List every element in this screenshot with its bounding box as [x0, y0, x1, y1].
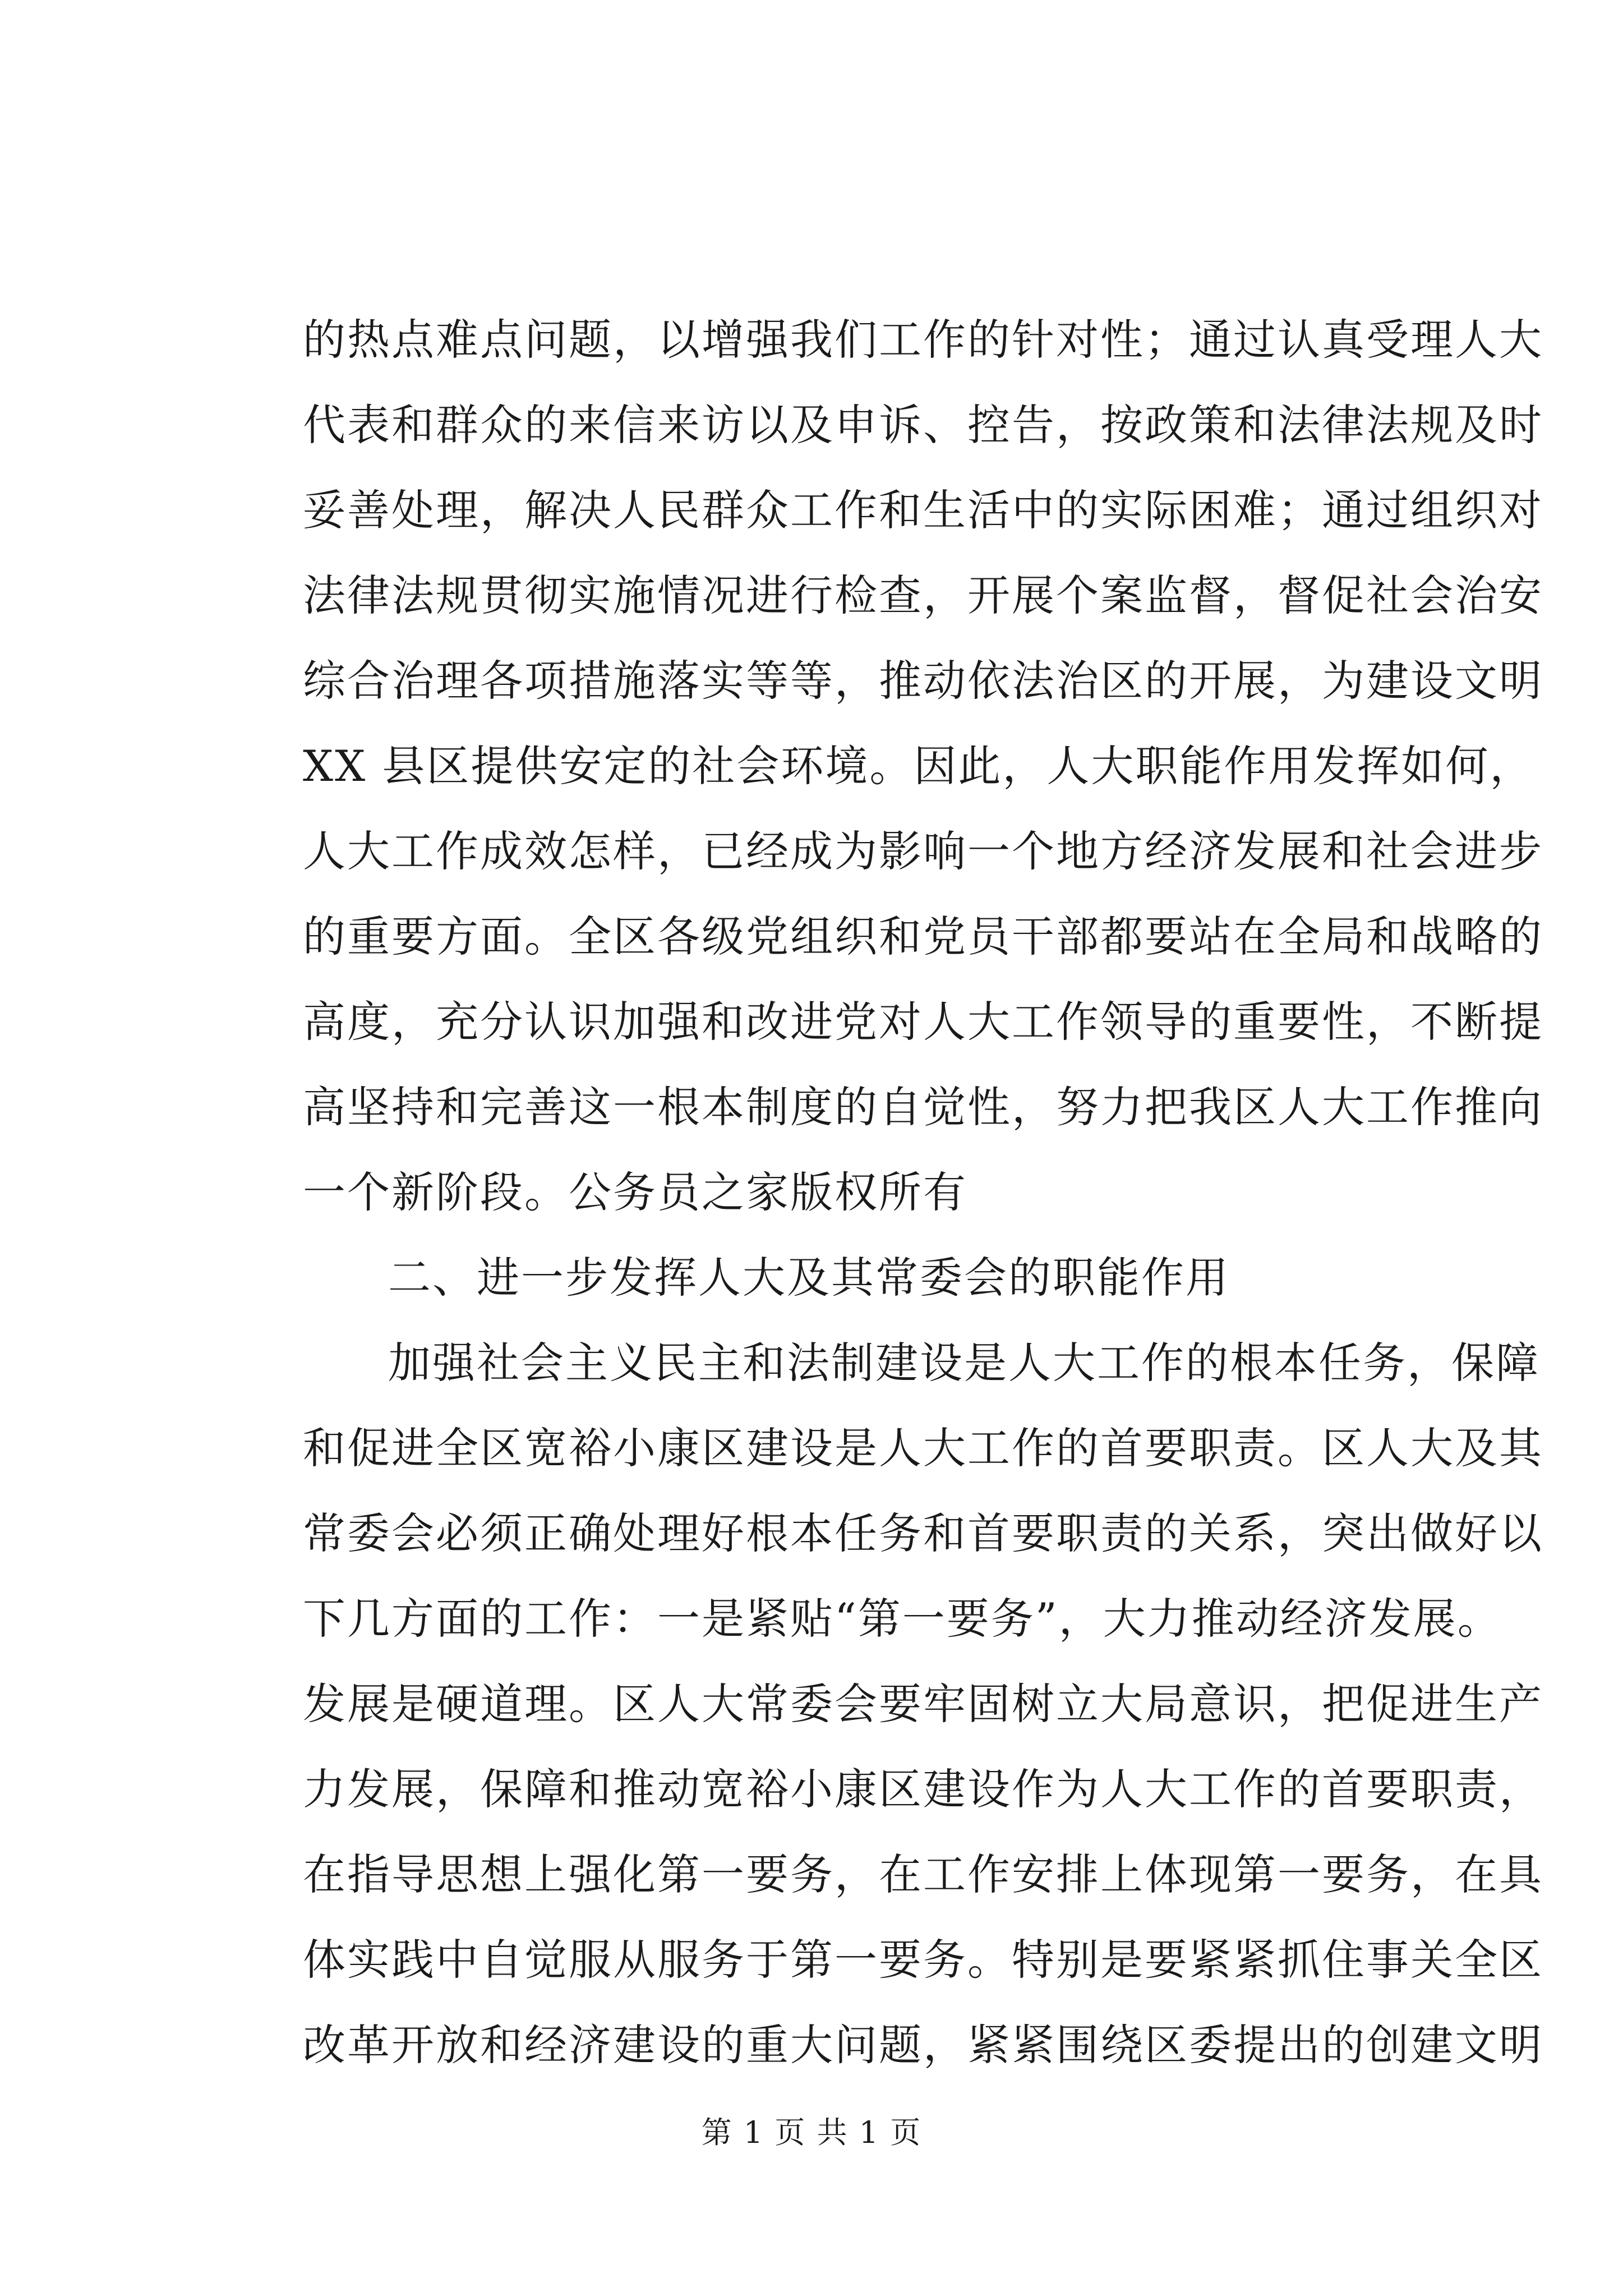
text-line: 妥善处理，解决人民群众工作和生活中的实际困难；通过组织对	[303, 485, 1543, 535]
text-line: 一个新阶段。公务员之家版权所有	[303, 1167, 967, 1217]
document-body	[303, 297, 1543, 2088]
text-line: 常委会必须正确处理好根本任务和首要职责的关系，突出做好以	[303, 1508, 1543, 1558]
text-line: 的重要方面。全区各级党组织和党员干部都要站在全局和战略的	[303, 912, 1543, 961]
section-heading: 二、进一步发挥人大及其常委会的职能作用	[388, 1253, 1230, 1303]
text-line: 高坚持和完善这一根本制度的自觉性，努力把我区人大工作推向	[303, 1082, 1543, 1132]
text-line: 高度，充分认识加强和改进党对人大工作领导的重要性，不断提	[303, 997, 1543, 1047]
text-line: 综合治理各项措施落实等等，推动依法治区的开展，为建设文明	[303, 656, 1543, 706]
text-line: 法律法规贯彻实施情况进行检查，开展个案监督，督促社会治安	[303, 570, 1543, 620]
text-line: 力发展，保障和推动宽裕小康区建设作为人大工作的首要职责，	[303, 1764, 1543, 1814]
text-line: 体实践中自觉服从服务于第一要务。特别是要紧紧抓住事关全区	[303, 1935, 1543, 1985]
paragraph-first-line: 加强社会主义民主和法制建设是人大工作的根本任务，保障	[388, 1338, 1540, 1388]
page-footer: 第 1 页 共 1 页	[701, 2115, 922, 2150]
text-line: 和促进全区宽裕小康区建设是人大工作的首要职责。区人大及其	[303, 1423, 1543, 1473]
text-line: 人大工作成效怎样，已经成为影响一个地方经济发展和社会进步	[303, 826, 1543, 876]
text-line: 在指导思想上强化第一要务，在工作安排上体现第一要务，在具	[303, 1849, 1543, 1899]
text-line: XX 县区提供安定的社会环境。因此，人大职能作用发挥如何，	[303, 741, 1534, 791]
text-line: 代表和群众的来信来访以及申诉、控告，按政策和法律法规及时	[303, 400, 1543, 450]
text-line: 下几方面的工作：一是紧贴“第一要务”，大力推动经济发展。	[303, 1594, 1502, 1644]
text-line: 改革开放和经济建设的重大问题，紧紧围绕区委提出的创建文明	[303, 2020, 1543, 2070]
text-line: 发展是硬道理。区人大常委会要牢固树立大局意识，把促进生产	[303, 1679, 1543, 1729]
text-line: 的热点难点问题，以增强我们工作的针对性；通过认真受理人大	[303, 315, 1543, 365]
